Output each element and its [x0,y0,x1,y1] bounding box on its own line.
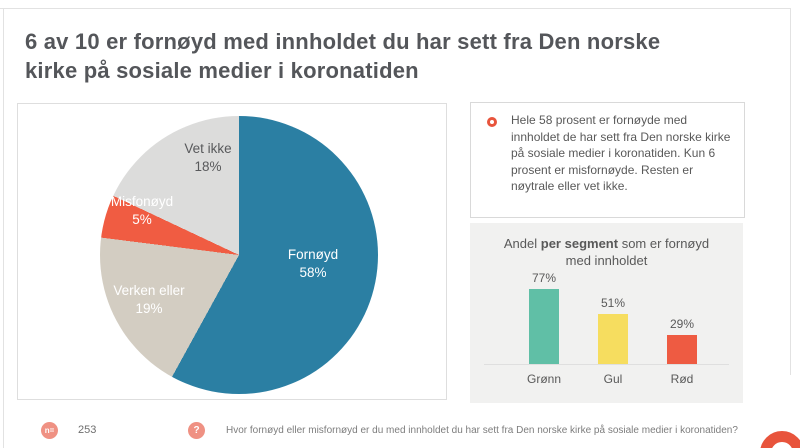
segment-title: Andel per segment som er fornøyd med innholdet [503,236,710,268]
frame-left-line [3,8,4,448]
page-title-line2: kirke på sosiale medier i koronatiden [25,58,419,83]
pie-label-fornoyd: Fornøyd 58% [287,247,339,280]
n-badge: n= [41,422,58,439]
question-text: Hvor fornøyd eller misfornøyd er du med innholdet du har sett fra Den norske kirke på sosiale medier i koronatiden? [226,425,738,436]
bar-category-gul: Gul [603,372,623,386]
bar-group-rod [652,271,712,364]
pie-label-vet-ikke: Vet ikke 18% [184,141,232,174]
bar-rod [667,335,697,364]
segment-bar-panel [470,223,743,403]
insight-box [470,102,745,218]
bar-value-label: 77% [531,271,557,285]
pie-label-misfornoyd: Misfonøyd 5% [110,194,174,227]
bar-group-gul [583,271,643,364]
bar-category-rod: Rød [670,372,694,386]
question-badge: ? [188,422,205,439]
pie-chart-panel [17,103,447,400]
page-title-line1: 6 av 10 er fornøyd med innholdet du har sett fra Den norske [25,29,661,54]
bar-category-gronn: Grønn [526,372,561,386]
bar-gul [598,314,628,364]
frame-right-line [790,8,791,375]
insight-text: Hele 58 prosent er fornøyde med innholdet de har sett fra Den norske kirke på sosiale medier i koronatiden. Kun 6 prosent er misfornøyde. Resten er nøytrale eller vet ikke. [511,113,731,193]
bar-group-gronn [514,271,574,364]
bar-baseline [484,364,729,365]
pie-label-verken-eller: Verken eller 19% [113,283,185,316]
frame-top-line [0,8,791,9]
page-title [25,27,735,85]
bar-value-label: 29% [669,317,695,331]
bullet-ring-icon [487,117,497,127]
n-value: 253 [78,424,97,436]
brand-ring-logo-icon [760,431,800,448]
bar-value-label: 51% [600,296,626,310]
bar-gronn [529,289,559,364]
